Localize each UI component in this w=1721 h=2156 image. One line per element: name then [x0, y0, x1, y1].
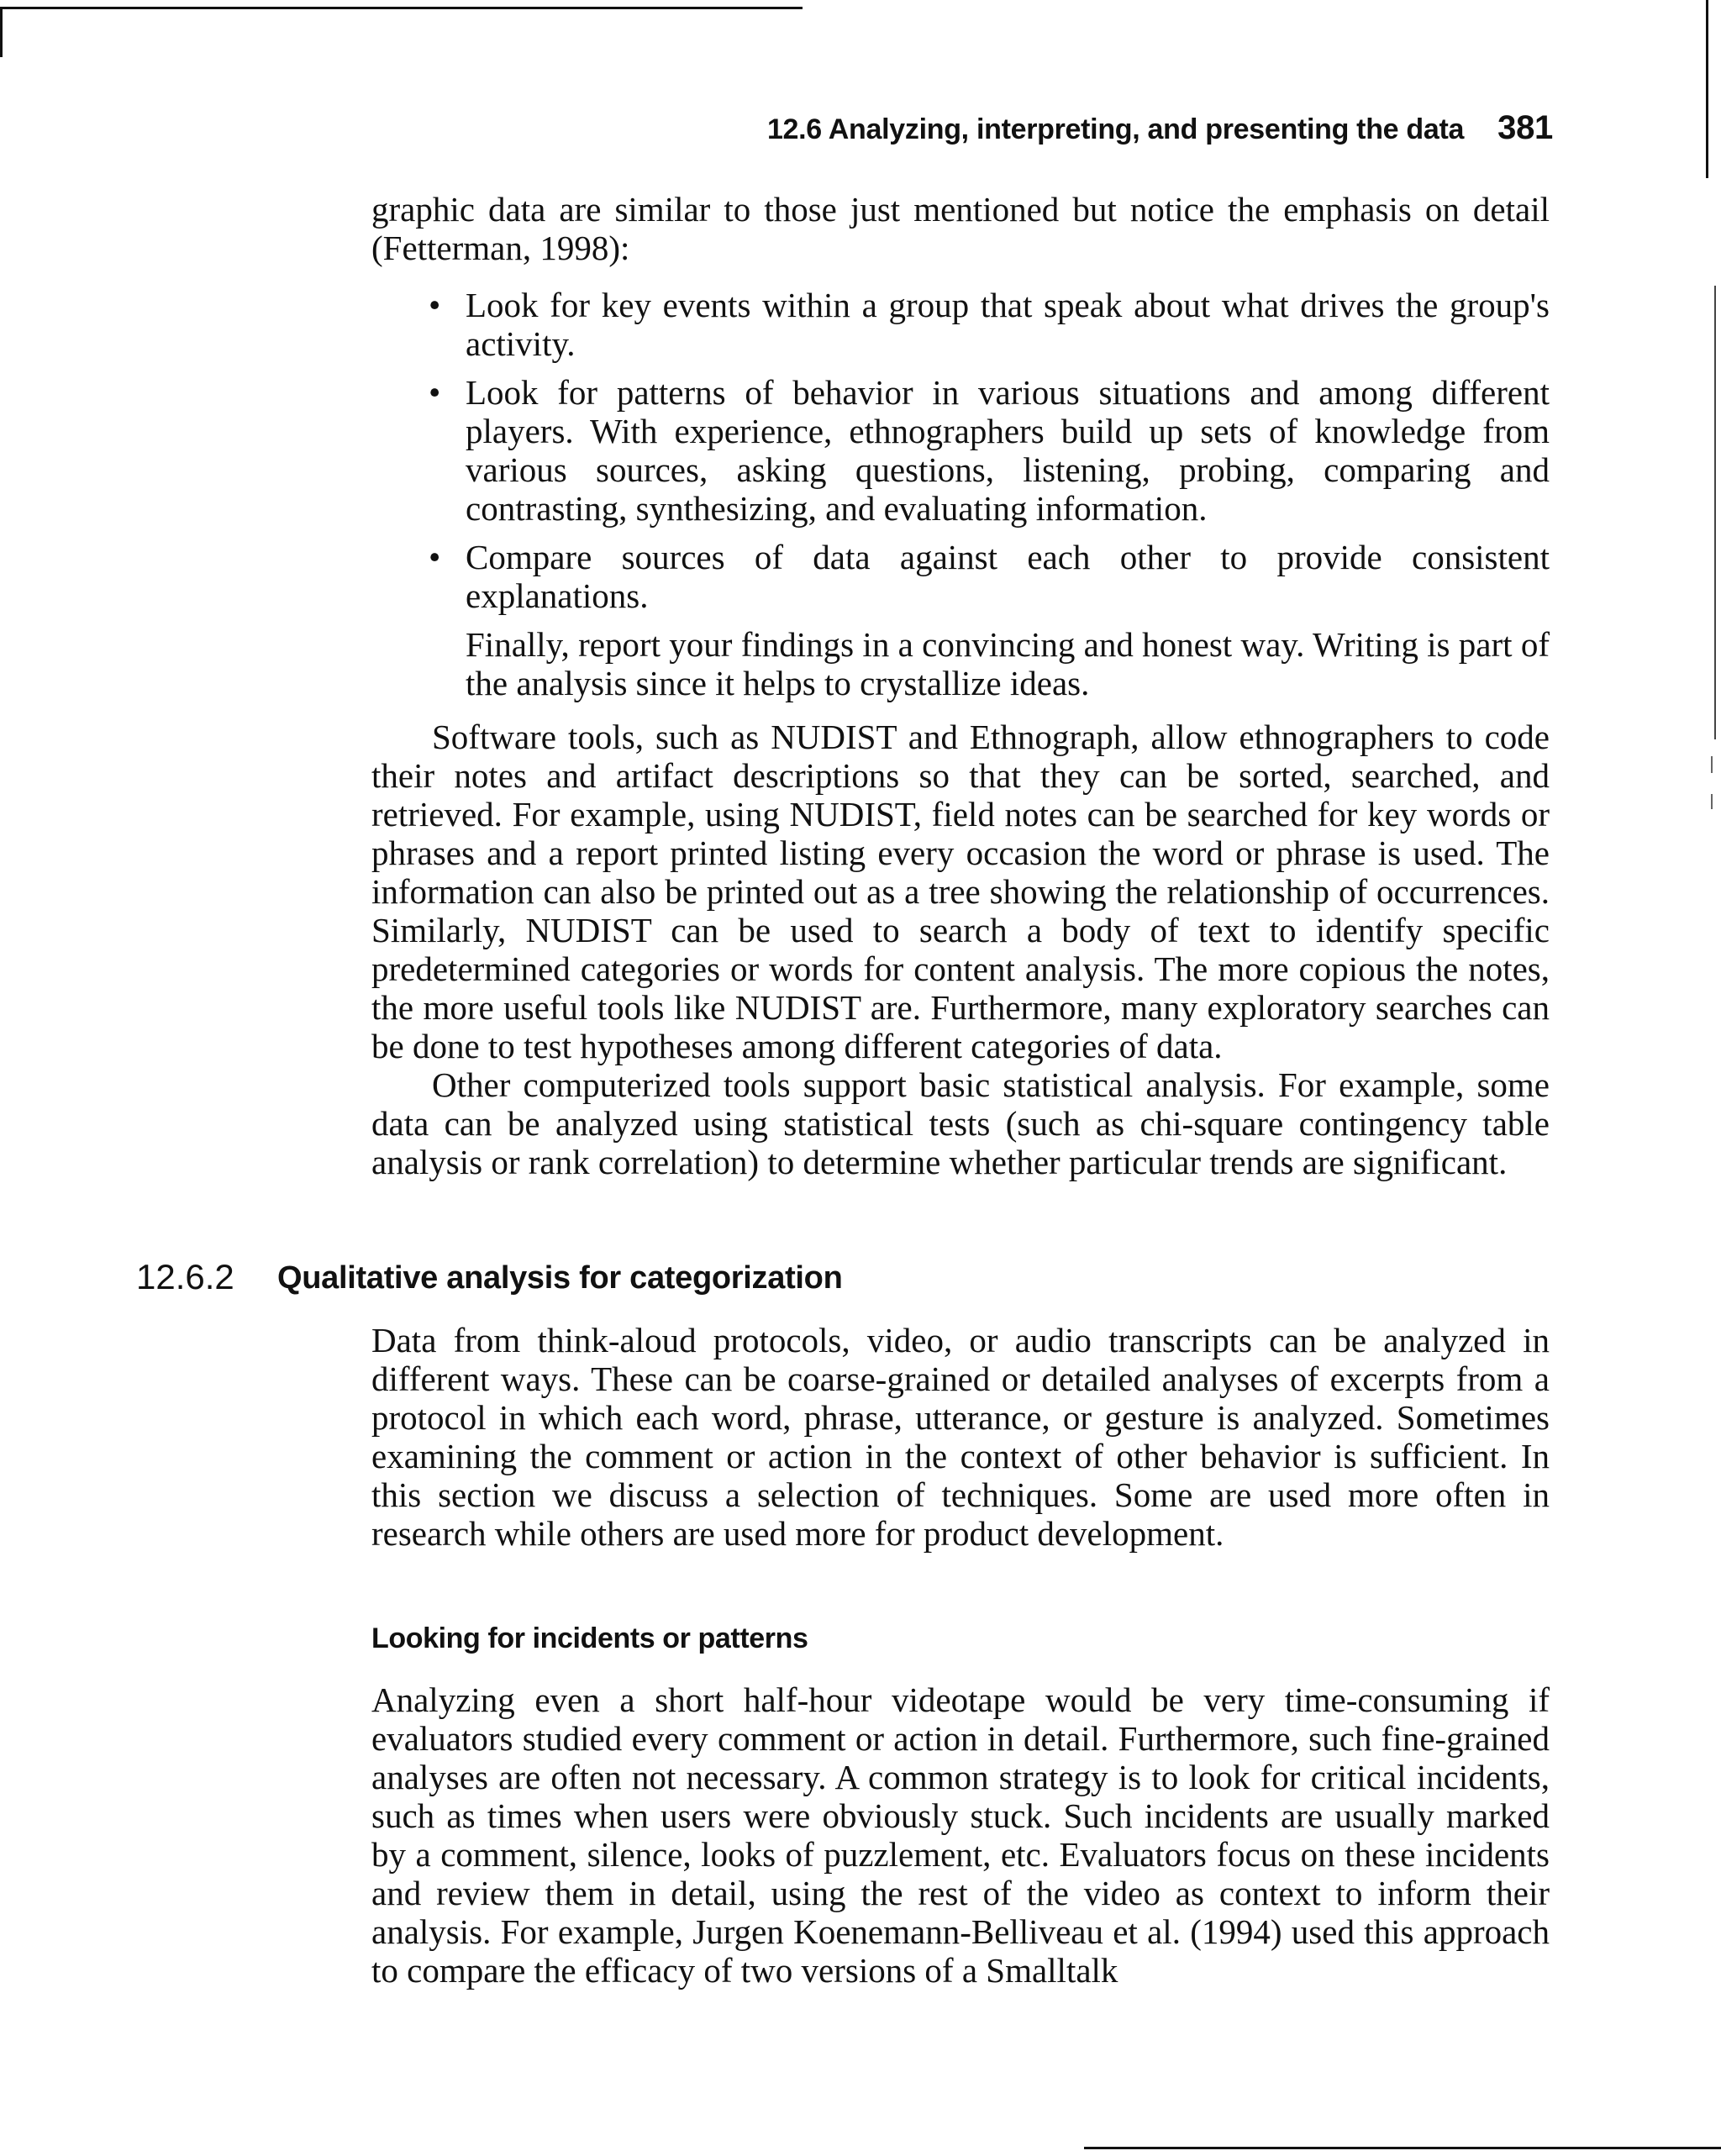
- section-title: Qualitative analysis for categorization: [277, 1260, 843, 1296]
- right-edge-rule: [1706, 0, 1708, 178]
- bullet-text: Look for patterns of behavior in various situations and among different players. With experience, ethnographers build up sets of knowledge from various sources, asking questions, listening, probing, comparing and contrasting, synthesizing, and evaluating information.: [466, 373, 1550, 528]
- top-border-rule: [0, 7, 803, 9]
- subsection-title: Looking for incidents or patterns: [371, 1622, 808, 1654]
- running-title: 12.6 Analyzing, interpreting, and presenting the data: [766, 113, 1465, 145]
- subsection-paragraph: Analyzing even a short half-hour videotape would be very time-consuming if evaluators studied every comment or action in detail. Furthermore, such fine-grained analyses are often not necessary. A common strategy is to look for critical incidents, such as times when users were obviously stuck. Such incidents are usually marked by a comment, silence, looks of puzzlement, etc. Evaluators focus on these incidents and review them in detail, using the rest of the video as context to inform their analysis. For example, Jurgen Koenemann-Belliveau et al. (1994) used this approach to compare the efficacy of two versions of a Smalltalk: [371, 1680, 1550, 1990]
- list-item: [371, 286, 1550, 363]
- bullet-icon: •: [429, 286, 441, 324]
- page-number: 381: [1497, 109, 1553, 146]
- left-edge-mark: [0, 7, 3, 57]
- section-body: [371, 1321, 1550, 1553]
- right-tick-2: [1711, 794, 1713, 809]
- bottom-border-rule: [1084, 2147, 1721, 2149]
- list-item: [371, 538, 1550, 615]
- list-item: [371, 373, 1550, 528]
- software-paragraph: Software tools, such as NUDIST and Ethnograph, allow ethnographers to code their notes and artifact descriptions so that they can be sorted, searched, and retrieved. For example, using NUDIST, field notes can be searched for key words or phrases and a report printed listing every occasion the word or phrase is used. The information can also be printed out as a tree showing the relationship of occurrences. Similarly, NUDIST can be used to search a body of text to identify specific predetermined categories or words for content analysis. The more copious the notes, the more useful tools like NUDIST are. Furthermore, many exploratory searches can be done to test hypotheses among different categories of data.: [371, 718, 1550, 1065]
- bullet-icon: •: [429, 538, 441, 576]
- right-margin-mark: [1714, 286, 1716, 739]
- bullet-text: Look for key events within a group that speak about what drives the group's activity.: [466, 286, 1550, 363]
- intro-paragraph: graphic data are similar to those just mentioned but notice the emphasis on detail (Fetterman, 1998):: [371, 190, 1550, 267]
- body-top: [371, 190, 1550, 1181]
- bullet-text: Compare sources of data against each other to provide consistent explanations.: [466, 538, 1550, 615]
- section-paragraph: Data from think-aloud protocols, video, or audio transcripts can be analyzed in different ways. These can be coarse-grained or detailed analyses of excerpts from a protocol in which each word, phrase, utterance, or gesture is analyzed. Sometimes examining the comment or action in the context of other behavior is sufficient. In this section we discuss a selection of techniques. Some are used more often in research while others are used more for product development.: [371, 1321, 1550, 1553]
- stats-paragraph: Other computerized tools support basic statistical analysis. For example, some data can be analyzed using statistical tests (such as chi-square contingency table analysis or rank correlation) to determine whether particular trends are significant.: [371, 1065, 1550, 1181]
- subsection-body: [371, 1680, 1550, 1990]
- bullet-list: [371, 286, 1550, 615]
- finally-paragraph: Finally, report your findings in a convincing and honest way. Writing is part of the analysis since it helps to crystallize ideas.: [466, 625, 1550, 702]
- bullet-icon: •: [429, 373, 441, 412]
- right-tick-1: [1711, 756, 1713, 773]
- running-head: [767, 109, 1553, 147]
- section-number: 12.6.2: [136, 1257, 234, 1296]
